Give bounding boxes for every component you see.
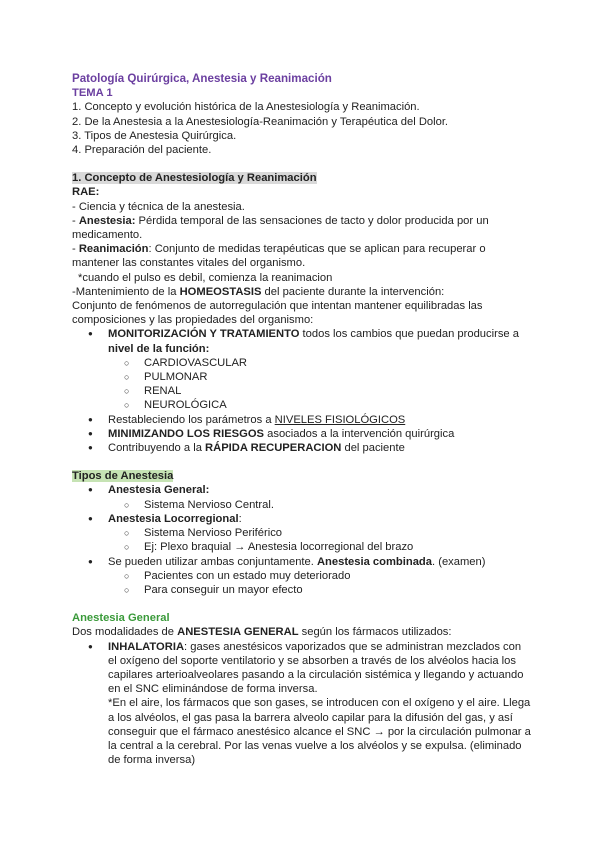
- list-item: ● MINIMIZANDO LOS RIESGOS asociados a la intervención quirúrgica: [72, 427, 532, 441]
- list-item: ● Restableciendo los parámetros a NIVELES FISIOLÓGICOS: [72, 413, 532, 427]
- anestesia-definition: - Anestesia: Pérdida temporal de las sensaciones de tacto y dolor producida por un medicamento.: [72, 214, 489, 242]
- list-item: ● Contribuyendo a la RÁPIDA RECUPERACION del paciente: [72, 441, 532, 455]
- list-item: ○ Sistema Nervioso Central.: [72, 498, 532, 512]
- document-title: Patología Quirúrgica, Anestesia y Reanimación: [72, 72, 332, 85]
- list-item: ○ Para conseguir un mayor efecto: [72, 583, 532, 597]
- general-intro: Dos modalidades de ANESTESIA GENERAL según los fármacos utilizados:: [72, 626, 452, 639]
- list-item: ○ NEUROLÓGICA: [72, 398, 532, 412]
- pulse-note: *cuando el pulso es debil, comienza la reanimacion: [78, 271, 333, 284]
- sub-list: [108, 498, 532, 512]
- list-item: ○ CARDIOVASCULAR: [72, 356, 532, 370]
- inhalatoria-note: *En el aire, los fármacos que son gases, se introducen con el oxígeno y el aire. Llega a los alvéolos, el gas pasa la barrera alveolo capilar para la difusión del gas, y así conseguir que el fármaco anestésico alcance el SNC → por la circulación pulmonar a la central a la cerebral. Por las venas vuelve a los alvéolos y se expulsa. (eliminado de forma inversa): [108, 697, 531, 767]
- homeostasis-definition: Conjunto de fenómenos de autorregulación que intentan mantener equilibradas las composiciones y las propiedades del organismo:: [72, 300, 483, 327]
- list-item: ● Anestesia Locorregional: ○ Sistema Nervioso Periférico ○ Ej: Plexo braquial → Anestesia locorregional del brazo: [72, 512, 532, 555]
- document-body: [72, 72, 532, 767]
- index-item: 4. Preparación del paciente.: [72, 144, 212, 157]
- tema-label: TEMA 1: [72, 87, 113, 100]
- list-item: ○ Pacientes con un estado muy deteriorado: [72, 569, 532, 583]
- function-list: [108, 356, 532, 413]
- list-item: ○ Sistema Nervioso Periférico: [72, 526, 532, 540]
- tipos-list: [72, 483, 532, 597]
- section-heading: 1. Concepto de Anestesiología y Reanimación: [72, 172, 317, 185]
- list-item: ○ Ej: Plexo braquial → Anestesia locorregional del brazo: [72, 540, 532, 554]
- section-heading: Anestesia General: [72, 612, 170, 625]
- homeostasis-list: [72, 327, 532, 455]
- index-item: 1. Concepto y evolución histórica de la Anestesiología y Reanimación.: [72, 101, 420, 114]
- reanimacion-definition: - Reanimación: Conjunto de medidas terapéuticas que se aplican para recuperar o mantener las constantes vitales del organismo.: [72, 243, 486, 270]
- index-item: 2. De la Anestesia a la Anestesiología-Reanimación y Terapéutica del Dolor.: [72, 115, 449, 128]
- list-item: ● Se pueden utilizar ambas conjuntamente. Anestesia combinada. (examen) ○ Pacientes con un estado muy deteriorado ○ Para conseguir un mayor efecto: [72, 555, 532, 598]
- list-item: ● INHALATORIA: gases anestésicos vaporizados que se administran mezclados con el oxígeno del soporte ventilatorio y se absorben a través de los alvéolos hacia los capilares arterioalveolares pasando a la circulación sistémica y llegando y actuando en el SNC eliminándose de forma inversa. *En el aire, los fármacos que son gases, se introducen con el oxígeno y el aire. Llega a los alvéolos, el gas pasa la barrera alveolo capilar para la difusión del gas, y así conseguir que el fármaco anestésico alcance el SNC → por la circulación pulmonar a la central a la cerebral. Por las venas vuelve a los alvéolos y se expulsa. (eliminado de forma inversa): [72, 640, 532, 768]
- index-item: 3. Tipos de Anestesia Quirúrgica.: [72, 129, 237, 142]
- general-list: [72, 640, 532, 768]
- list-item: ○ RENAL: [72, 384, 532, 398]
- sub-list: [108, 526, 532, 554]
- section-heading: Tipos de Anestesia: [72, 470, 174, 483]
- homeostasis-line: -Mantenimiento de la HOMEOSTASIS del paciente durante la intervención:: [72, 285, 445, 298]
- list-item: ● MONITORIZACIÓN Y TRATAMIENTO todos los cambios que puedan producirse a nivel de la función: ○ CARDIOVASCULAR ○ PULMONAR ○ RENAL ○ NEUROLÓGICA: [72, 327, 532, 412]
- list-item: ○ PULMONAR: [72, 370, 532, 384]
- sub-list: [108, 569, 532, 597]
- list-item: ● Anestesia General: ○ Sistema Nervioso Central.: [72, 483, 532, 511]
- rae-label: RAE:: [72, 186, 100, 199]
- rae-definition: - Ciencia y técnica de la anestesia.: [72, 200, 245, 213]
